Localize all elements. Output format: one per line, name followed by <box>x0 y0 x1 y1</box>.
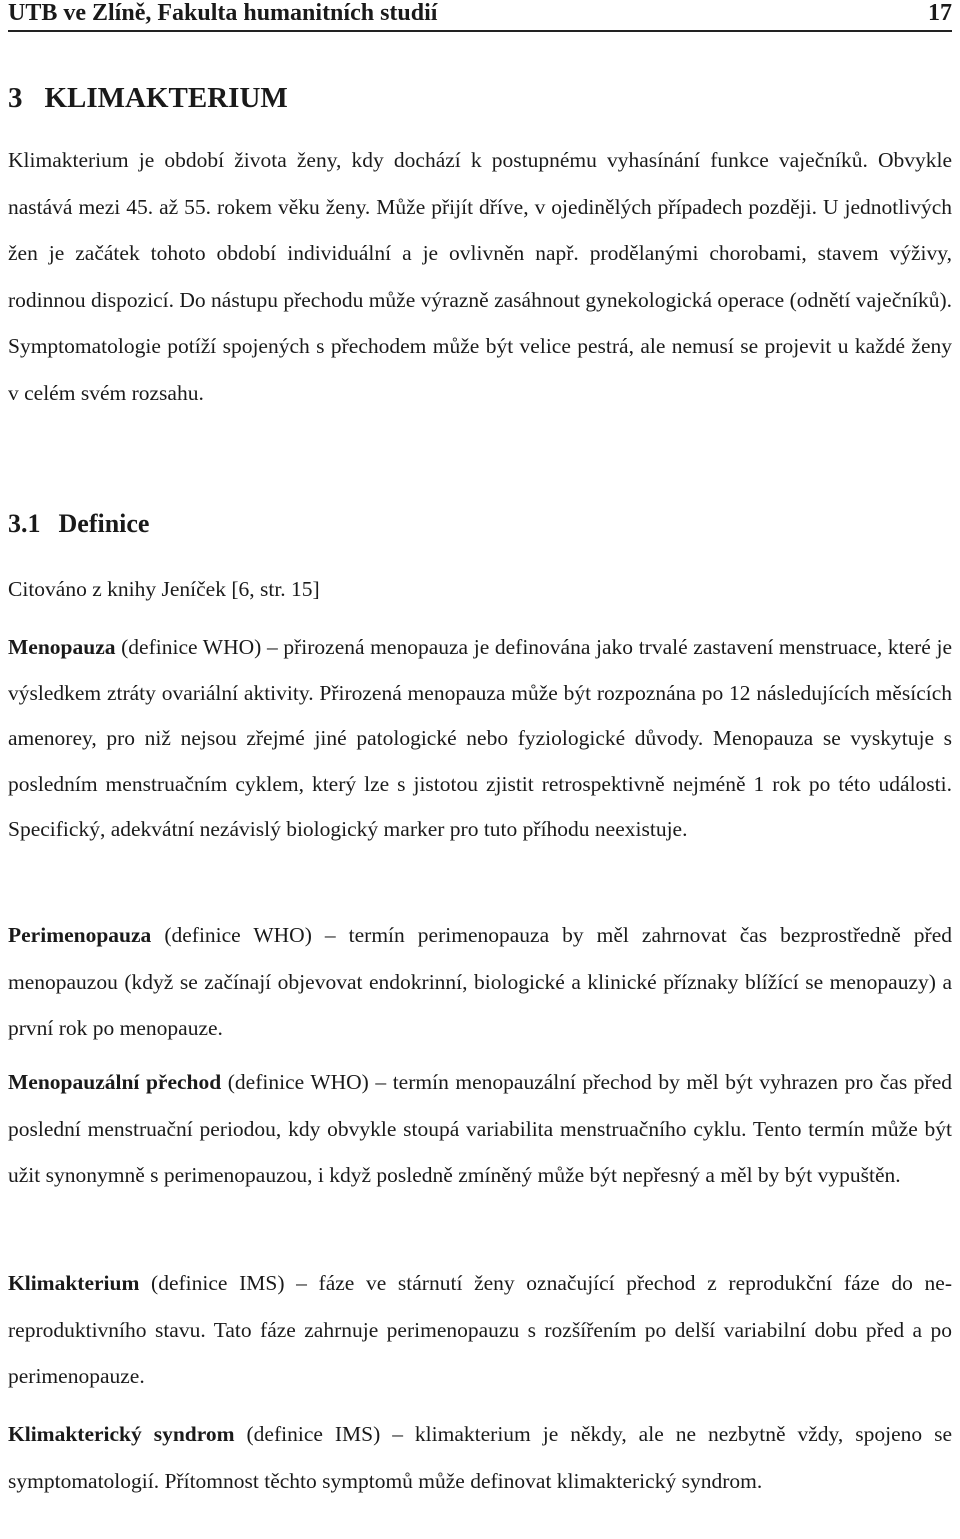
definition-menopauza <box>8 625 952 853</box>
chapter-title: KLIMAKTERIUM <box>44 82 288 114</box>
chapter-heading <box>8 80 288 116</box>
section-heading <box>8 507 149 541</box>
definition-term: Klimakterický syndrom <box>8 1422 235 1446</box>
citation-line: Citováno z knihy Jeníček [6, str. 15] <box>8 577 320 601</box>
definition-text: (definice IMS) – fáze ve stárnutí ženy označující přechod z reprodukční fáze do ne-reproduktivního stavu. Tato fáze zahrnuje perimenopauzu s rozšířením po delší variabilní dobu před a po perimenopauze. <box>8 1271 952 1388</box>
definition-text: (definice IMS) – klimakterium je někdy, ale ne nezbytně vždy, spojeno se symptomatologií. Přítomnost těchto symptomů může definovat klimakterický syndrom. <box>8 1422 952 1493</box>
definition-term: Perimenopauza <box>8 923 152 947</box>
definition-text: (definice WHO) – přirozená menopauza je definována jako trvalé zastavení menstruace, které je výsledkem ztráty ovariální aktivity. Přirozená menopauza může být rozpoznána po 12 následujících měsících amenorey, pro niž nejsou zřejmé jiné patologické nebo fyziologické důvody. Menopauza se vyskytuje s posledním menstruačním cyklem, který lze s jistotou zjistit retrospektivně nejméně 1 rok po této události. Specifický, adekvátní nezávislý biologický marker pro tuto příhodu neexistuje. <box>8 635 952 841</box>
intro-paragraph: Klimakterium je období života ženy, kdy dochází k postupnému vyhasínání funkce vaječníků. Obvykle nastává mezi 45. až 55. rokem věku ženy. Může přijít dříve, v ojedinělých případech později. U jednotlivých žen je začátek tohoto období individuální a je ovlivněn např. prodělanými chorobami, stavem výživy, rodinnou dispozicí. Do nástupu přechodu může výrazně zasáhnout gynekologická operace (odnětí vaječníků). Symptomatologie potíží spojených s přechodem může být velice pestrá, ale nemusí se projevit u každé ženy v celém svém rozsahu. <box>8 148 952 405</box>
running-header <box>8 0 952 32</box>
header-page-number: 17 <box>928 0 952 26</box>
header-university: UTB ve Zlíně, Fakulta humanitních studií <box>8 0 438 26</box>
definition-text: (definice WHO) – termín menopauzální přechod by měl být vyhrazen pro čas před poslední menstruační periodou, kdy obvykle stoupá variabilita menstruačního cyklu. Tento termín může být užit synonymně s perimenopauzou, i když posledně zmíněný může být nepřesný a měl by být vypuštěn. <box>8 1070 952 1187</box>
definition-klimakterium <box>8 1260 952 1400</box>
section-title: Definice <box>58 509 150 538</box>
definition-klimakterický-syndrom <box>8 1411 952 1504</box>
definition-text: (definice WHO) – termín perimenopauza by měl zahrnovat čas bezprostředně před menopauzou (když se začínají objevovat endokrinní, biologické a klinické příznaky blížící se menopauzy) a první rok po menopauze. <box>8 923 952 1040</box>
section-number: 3.1 <box>8 509 41 538</box>
chapter-number: 3 <box>8 82 23 114</box>
definition-term: Klimakterium <box>8 1271 140 1295</box>
definition-perimenopauza <box>8 912 952 1052</box>
definition-term: Menopauza <box>8 635 116 659</box>
definition-term: Menopauzální přechod <box>8 1070 222 1094</box>
definition-menopauzalni-prechod <box>8 1059 952 1199</box>
